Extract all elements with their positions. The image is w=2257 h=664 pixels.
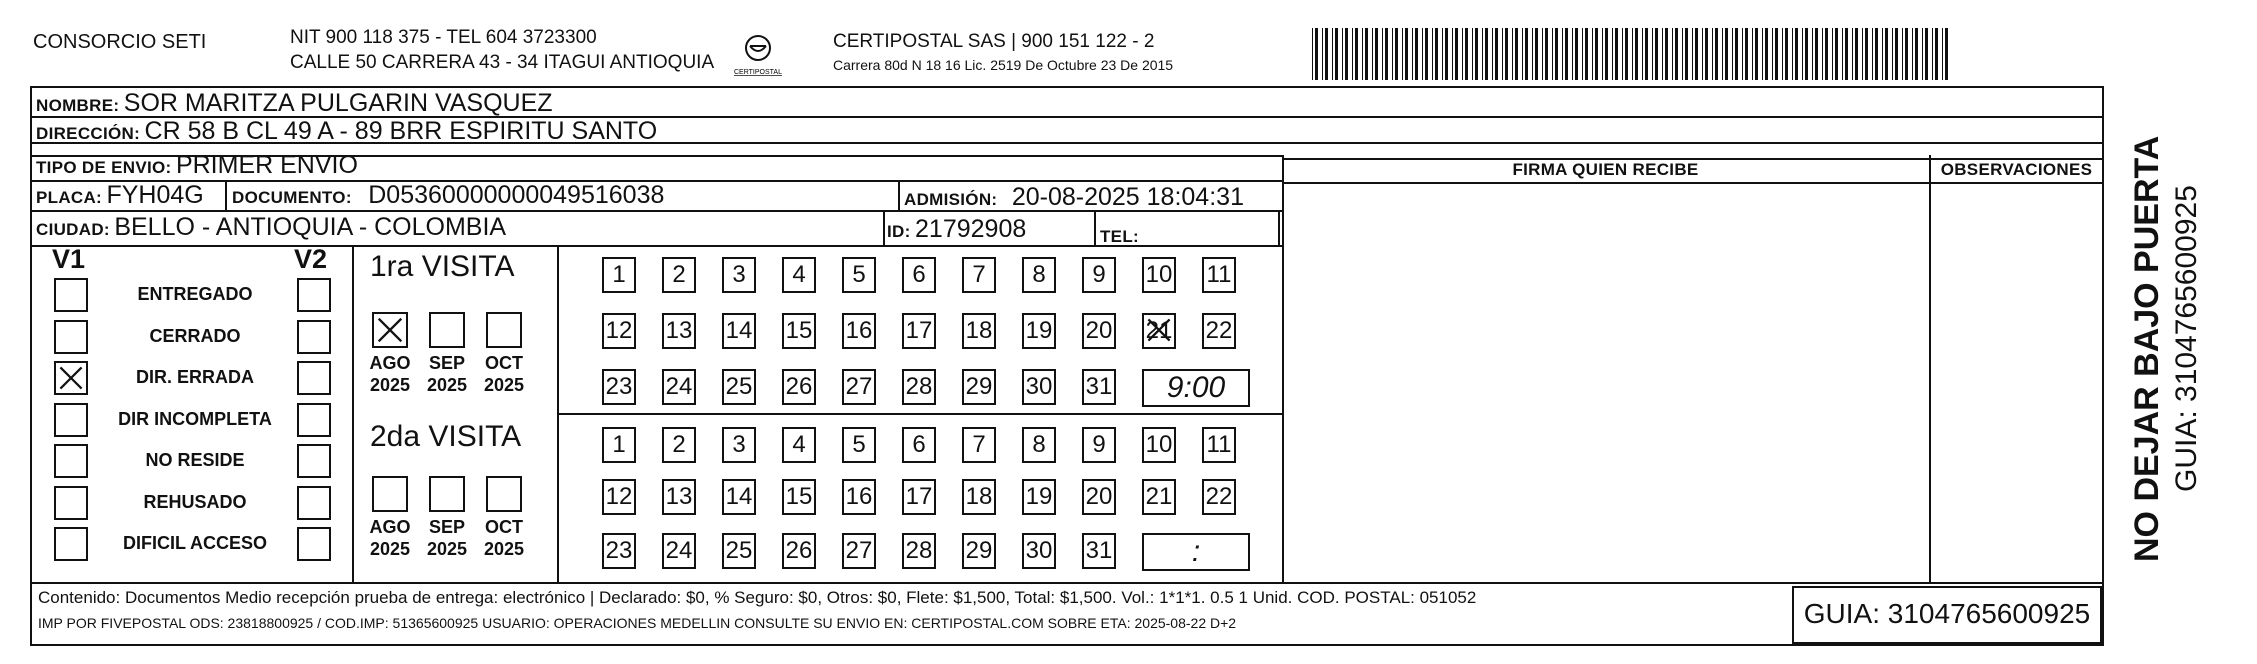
- day-box[interactable]: 28: [902, 369, 936, 405]
- day-box[interactable]: 15: [782, 479, 816, 515]
- barcode: [1312, 28, 1950, 80]
- day-box[interactable]: 20: [1082, 313, 1116, 349]
- v2-label: V2: [294, 244, 328, 274]
- documento-label: DOCUMENTO:: [232, 188, 352, 207]
- day-box[interactable]: 23: [602, 369, 636, 405]
- day-box[interactable]: 29: [962, 533, 996, 569]
- v2-checkbox[interactable]: [297, 527, 331, 561]
- tel-label: TEL:: [1100, 227, 1139, 246]
- month-checkbox[interactable]: [372, 312, 408, 348]
- second-visit-time[interactable]: :: [1142, 533, 1250, 571]
- v1-checkbox[interactable]: [54, 527, 88, 561]
- day-box[interactable]: 17: [902, 479, 936, 515]
- month-name: SEP: [428, 517, 466, 537]
- day-box[interactable]: 30: [1022, 533, 1056, 569]
- v1-checkbox[interactable]: [54, 444, 88, 478]
- company-name: CONSORCIO SETI: [33, 31, 207, 53]
- day-box[interactable]: 23: [602, 533, 636, 569]
- ciudad-label: CIUDAD:: [36, 220, 110, 239]
- day-box[interactable]: 25: [722, 369, 756, 405]
- admision-label: ADMISIÓN:: [904, 190, 998, 209]
- v2-checkbox[interactable]: [297, 444, 331, 478]
- month-checkbox[interactable]: [486, 476, 522, 512]
- month-checkbox[interactable]: [486, 312, 522, 348]
- day-box[interactable]: 7: [962, 257, 996, 293]
- day-box[interactable]: 3: [722, 427, 756, 463]
- firma-header: FIRMA QUIEN RECIBE: [1512, 160, 1699, 179]
- ciudad-value: BELLO - ANTIOQUIA - COLOMBIA: [114, 213, 507, 241]
- status-label: NO RESIDE: [145, 450, 245, 470]
- day-box[interactable]: 10: [1142, 427, 1176, 463]
- carrier-line: CERTIPOSTAL SAS | 900 151 122 - 2: [833, 31, 1155, 52]
- day-box[interactable]: 18: [962, 313, 996, 349]
- day-box[interactable]: 22: [1202, 479, 1236, 515]
- day-box[interactable]: 29: [962, 369, 996, 405]
- status-label: ENTREGADO: [137, 284, 253, 304]
- documento-value: D05360000000049516038: [368, 181, 665, 209]
- day-box[interactable]: 11: [1202, 257, 1236, 293]
- day-box[interactable]: 1: [602, 257, 636, 293]
- month-name: SEP: [428, 353, 466, 373]
- nit-line: NIT 900 118 375 - TEL 604 3723300: [290, 27, 597, 48]
- status-label: CERRADO: [149, 325, 241, 346]
- day-box[interactable]: 22: [1202, 313, 1236, 349]
- month-year: 2025: [369, 539, 411, 559]
- id-label: ID:: [887, 222, 911, 241]
- day-box[interactable]: 26: [782, 369, 816, 405]
- day-box[interactable]: 25: [722, 533, 756, 569]
- day-box[interactable]: 16: [842, 313, 876, 349]
- month-name: OCT: [485, 353, 523, 373]
- day-box[interactable]: 18: [962, 479, 996, 515]
- day-box[interactable]: 11: [1202, 427, 1236, 463]
- certipostal-logo-icon: [733, 30, 783, 80]
- day-box[interactable]: 6: [902, 257, 936, 293]
- day-box[interactable]: 4: [782, 257, 816, 293]
- day-box[interactable]: 7: [962, 427, 996, 463]
- first-visit-title: 1ra VISITA: [370, 250, 515, 283]
- day-box[interactable]: 15: [782, 313, 816, 349]
- day-box[interactable]: [1142, 313, 1176, 349]
- day-box[interactable]: 1: [602, 427, 636, 463]
- v1-checkbox[interactable]: [54, 320, 88, 354]
- month-name: OCT: [485, 517, 523, 537]
- status-label: DIR. ERRADA: [135, 367, 254, 387]
- month-checkbox[interactable]: [429, 312, 465, 348]
- day-box[interactable]: 24: [662, 369, 696, 405]
- guia-box-text: GUIA: 3104765600925: [1803, 598, 2091, 629]
- day-box[interactable]: 6: [902, 427, 936, 463]
- v2-checkbox[interactable]: [297, 320, 331, 354]
- direccion-value: CR 58 B CL 49 A - 89 BRR ESPIRITU SANTO: [144, 117, 658, 145]
- day-box[interactable]: 5: [842, 257, 876, 293]
- footer-contenido: Contenido: Documentos Medio recepción prueba de entrega: electrónico | Declarado: $0, % Seguro: $0, Otros: $0, Flete: $1,500, Total: $1,500. Vol.: 1*1*1. 0.5 1 Unid. COD. POSTAL: 051052: [38, 588, 1477, 607]
- status-label: DIFICIL ACCESO: [122, 533, 267, 553]
- day-box[interactable]: 19: [1022, 479, 1056, 515]
- month-year: 2025: [426, 539, 468, 559]
- day-box[interactable]: 2: [662, 257, 696, 293]
- v2-checkbox[interactable]: [297, 486, 331, 520]
- day-box[interactable]: 24: [662, 533, 696, 569]
- placa-label: PLACA:: [36, 188, 103, 207]
- day-box[interactable]: 17: [902, 313, 936, 349]
- day-box[interactable]: 13: [662, 479, 696, 515]
- month-label: [475, 516, 533, 560]
- day-box[interactable]: 27: [842, 533, 876, 569]
- day-cross-mark: [1144, 315, 1174, 352]
- v1-label: V1: [52, 244, 86, 274]
- day-box[interactable]: 20: [1082, 479, 1116, 515]
- status-label: DIR INCOMPLETA: [118, 408, 272, 429]
- v1-checkbox[interactable]: [54, 278, 88, 312]
- day-box[interactable]: 14: [722, 313, 756, 349]
- status-label: REHUSADO: [143, 491, 247, 512]
- address-line: CALLE 50 CARRERA 43 - 34 ITAGUI ANTIOQUIA: [290, 52, 715, 73]
- day-box[interactable]: 28: [902, 533, 936, 569]
- day-box[interactable]: 21: [1142, 479, 1176, 515]
- month-year: 2025: [369, 375, 411, 395]
- day-number: 21: [1145, 317, 1173, 344]
- day-box[interactable]: 8: [1022, 427, 1056, 463]
- nombre-value: SOR MARITZA PULGARIN VASQUEZ: [123, 89, 553, 117]
- day-box[interactable]: 31: [1082, 533, 1116, 569]
- side-guia: GUIA: 3104765600925: [2170, 185, 2203, 492]
- direccion-label: DIRECCIÓN:: [36, 124, 141, 143]
- tipo-envio-label: TIPO DE ENVIO:: [36, 158, 172, 177]
- v1-checkbox[interactable]: [54, 403, 88, 437]
- v2-checkbox[interactable]: [297, 403, 331, 437]
- day-box[interactable]: 2: [662, 427, 696, 463]
- day-box[interactable]: 16: [842, 479, 876, 515]
- day-box[interactable]: 10: [1142, 257, 1176, 293]
- day-box[interactable]: 12: [602, 479, 636, 515]
- day-box[interactable]: 9: [1082, 257, 1116, 293]
- month-year: 2025: [426, 375, 468, 395]
- day-box[interactable]: 27: [842, 369, 876, 405]
- day-box[interactable]: 9: [1082, 427, 1116, 463]
- day-box[interactable]: 31: [1082, 369, 1116, 405]
- day-box[interactable]: 26: [782, 533, 816, 569]
- month-checkbox[interactable]: [372, 476, 408, 512]
- month-name: AGO: [369, 517, 411, 537]
- day-box[interactable]: 4: [782, 427, 816, 463]
- first-visit-time[interactable]: 9:00: [1142, 369, 1250, 407]
- logo-text: CERTIPOSTAL: [734, 69, 782, 76]
- month-label: [361, 516, 419, 560]
- day-box[interactable]: 30: [1022, 369, 1056, 405]
- day-box[interactable]: 14: [722, 479, 756, 515]
- month-checkbox[interactable]: [429, 476, 465, 512]
- day-box[interactable]: 8: [1022, 257, 1056, 293]
- month-name: AGO: [369, 353, 411, 373]
- placa-value: FYH04G: [106, 181, 204, 209]
- day-box[interactable]: 12: [602, 313, 636, 349]
- month-year: 2025: [483, 539, 525, 559]
- v1-checkbox[interactable]: [54, 361, 88, 395]
- license-line: Carrera 80d N 18 16 Lic. 2519 De Octubre 23 De 2015: [833, 57, 1174, 73]
- v2-checkbox[interactable]: [297, 361, 331, 395]
- month-label: [418, 516, 476, 560]
- month-label: [418, 352, 476, 396]
- day-box[interactable]: 13: [662, 313, 696, 349]
- admision-value: 20-08-2025 18:04:31: [1011, 183, 1244, 211]
- id-value: 21792908: [915, 215, 1027, 243]
- nombre-label: NOMBRE:: [36, 96, 120, 115]
- tipo-envio-value: PRIMER ENVIO: [175, 151, 358, 179]
- day-box[interactable]: 19: [1022, 313, 1056, 349]
- v1-checkbox[interactable]: [54, 486, 88, 520]
- month-label: [475, 352, 533, 396]
- no-dejar-bajo-puerta: NO DEJAR BAJO PUERTA: [2128, 135, 2166, 562]
- v2-checkbox[interactable]: [297, 278, 331, 312]
- day-box[interactable]: 3: [722, 257, 756, 293]
- second-visit-title: 2da VISITA: [370, 420, 522, 453]
- day-box[interactable]: 5: [842, 427, 876, 463]
- observaciones-header: OBSERVACIONES: [1940, 160, 2093, 179]
- month-label: [361, 352, 419, 396]
- footer-impresion: IMP POR FIVEPOSTAL ODS: 23818800925 / COD.IMP: 51365600925 USUARIO: OPERACIONES MEDELLIN CONSULTE SU ENVIO EN: CERTIPOSTAL.COM SOBRE ETA: 2025-08-22 D+2: [38, 615, 1237, 631]
- month-year: 2025: [483, 375, 525, 395]
